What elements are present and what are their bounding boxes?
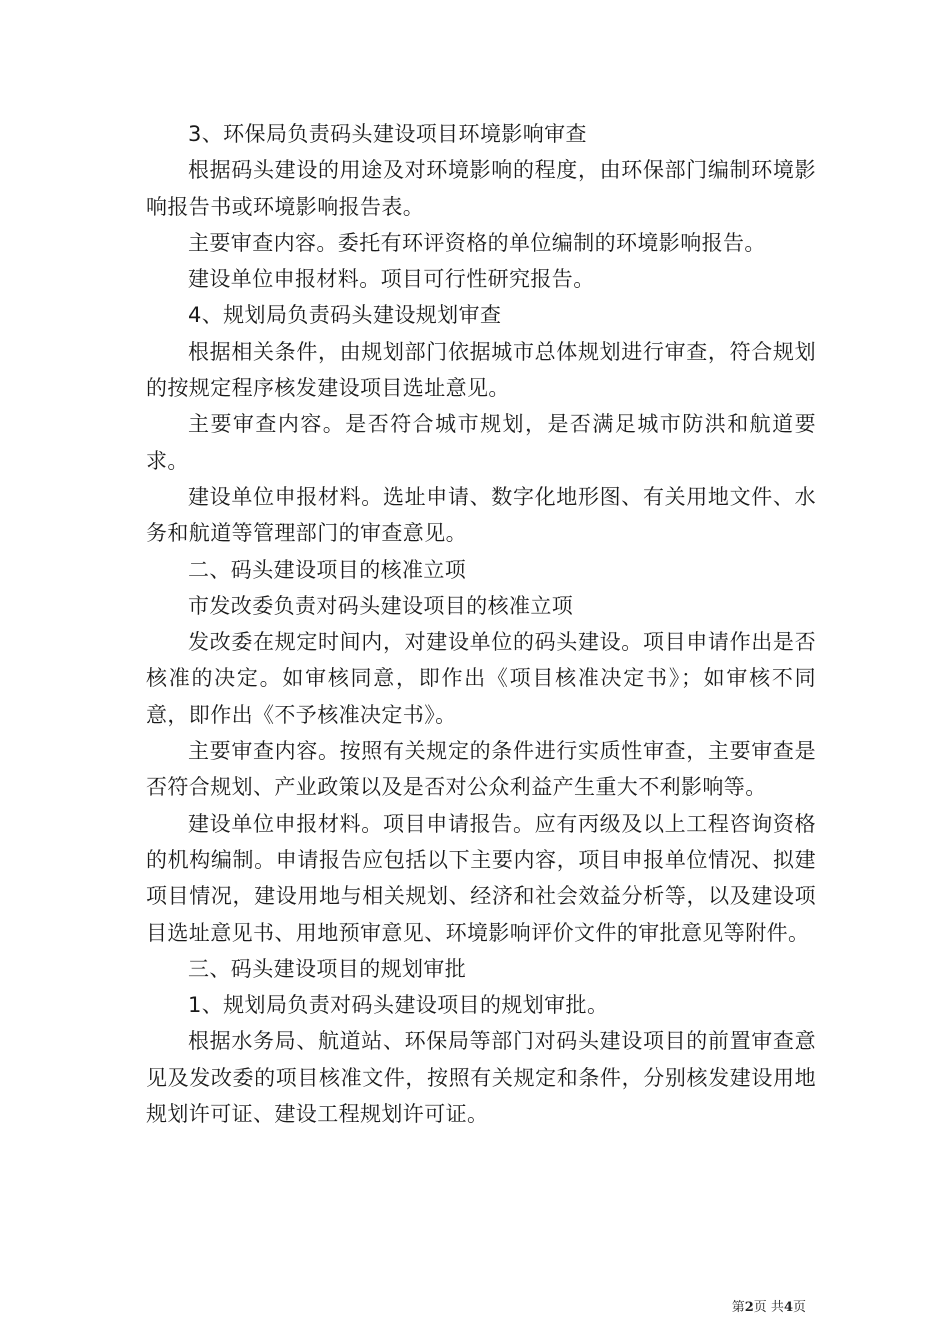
paragraph: 根据水务局、航道站、环保局等部门对码头建设项目的前置审查意见及发改委的项目核准文件，按照有关规定和条件，分别核发建设用地规划许可证、建设工程规划许可证。 — [146, 1029, 816, 1127]
paragraph: 根据码头建设的用途及对环境影响的程度，由环保部门编制环境影响报告书或环境影响报告表。 — [146, 158, 816, 219]
paragraph: 建设单位申报材料。选址申请、数字化地形图、有关用地文件、水务和航道等管理部门的审查意见。 — [146, 484, 816, 546]
paragraph: 发改委在规定时间内，对建设单位的码头建设。项目申请作出是否核准的决定。如审核同意，即作出《项目核准决定书》；如审核不同意，即作出《不予核准决定书》。 — [146, 630, 816, 727]
footer-current-page: 2 — [744, 1300, 754, 1315]
footer-total-pages: 4 — [783, 1300, 793, 1315]
page-footer — [0, 1300, 806, 1316]
paragraph: 二、码头建设项目的核准立项 — [188, 557, 467, 582]
document-body — [146, 116, 816, 1132]
footer-middle: 页 共 — [753, 1300, 784, 1315]
footer-prefix: 第 — [731, 1300, 745, 1315]
paragraph: 三、码头建设项目的规划审批 — [188, 956, 467, 981]
paragraph: 市发改委负责对码头建设项目的核准立项 — [188, 593, 574, 618]
paragraph: 4、规划局负责码头建设规划审查 — [188, 303, 502, 328]
paragraph: 主要审查内容。是否符合城市规划，是否满足城市防洪和航道要求。 — [146, 412, 816, 473]
paragraph: 3、环保局负责码头建设项目环境影响审查 — [188, 122, 587, 146]
paragraph: 建设单位申报材料。项目可行性研究报告。 — [188, 267, 595, 292]
paragraph: 主要审查内容。按照有关规定的条件进行实质性审查，主要审查是否符合规划、产业政策以及是否对公众利益产生重大不利影响等。 — [146, 739, 816, 800]
paragraph: 建设单位申报材料。项目申请报告。应有丙级及以上工程咨询资格的机构编制。申请报告应包括以下主要内容，项目申报单位情况、拟建项目情况，建设用地与相关规划、经济和社会效益分析等，以及建设项目选址意见书、用地预审意见、环境影响评价文件的审批意见等附件。 — [146, 811, 816, 945]
paragraph: 根据相关条件，由规划部门依据城市总体规划进行审查，符合规划的按规定程序核发建设项目选址意见。 — [146, 339, 816, 401]
paragraph: 主要审查内容。委托有环评资格的单位编制的环境影响报告。 — [188, 230, 766, 255]
footer-suffix: 页 — [792, 1300, 806, 1315]
paragraph: 1、规划局负责对码头建设项目的规划审批。 — [188, 993, 609, 1018]
